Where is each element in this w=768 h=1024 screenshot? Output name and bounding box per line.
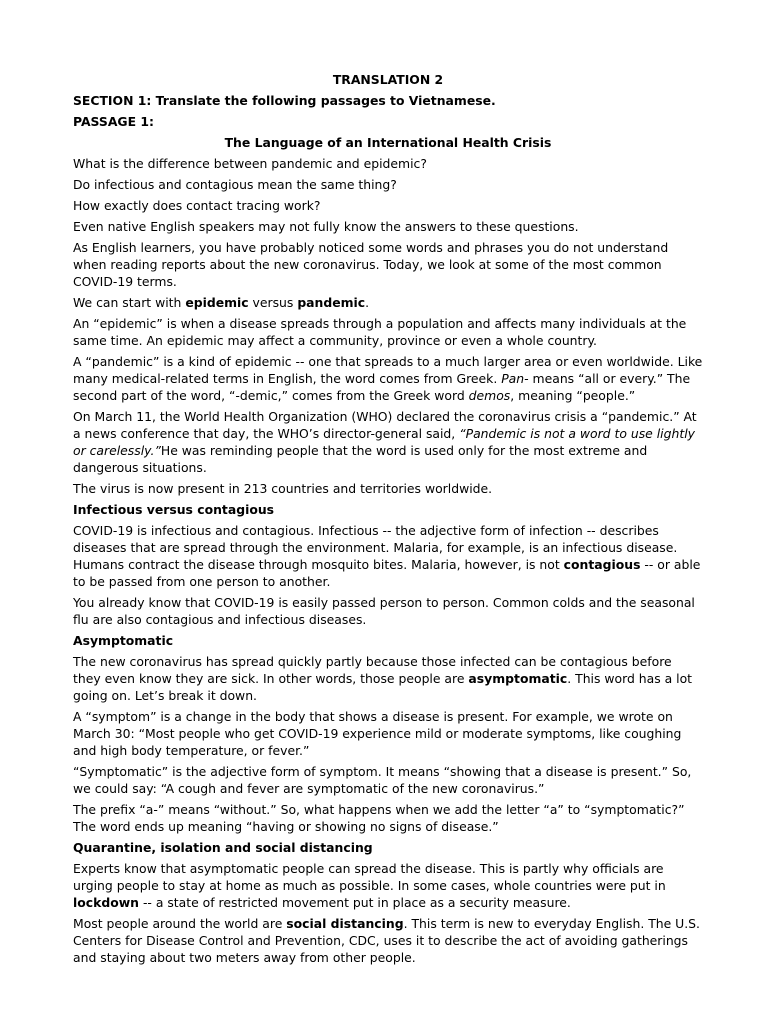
text-run: Experts know that asymptomatic people can spread the disease. This is partly why officials are urging people to stay at home as much as possible. In some cases, whole countries were put in bbox=[73, 861, 666, 893]
paragraph-pandemic bbox=[73, 353, 703, 404]
paragraph-know: You already know that COVID-19 is easily passed person to person. Common colds and the seasonal flu are also contagious and infectious diseases. bbox=[73, 595, 695, 627]
text-run: versus bbox=[248, 295, 298, 310]
paragraph-covid bbox=[73, 522, 703, 590]
paragraph-epidemic: An “epidemic” is when a disease spreads through a population and affects many individuals at the same time. An epidemic may affect a community, province or even a whole country. bbox=[73, 316, 687, 348]
text-run: He was reminding people that the word is used only for the most extreme and dangerous situations. bbox=[73, 443, 648, 475]
term-epidemic: epidemic bbox=[185, 295, 249, 310]
document-title: TRANSLATION 2 bbox=[332, 72, 444, 87]
heading-infectious: Infectious versus contagious bbox=[73, 502, 275, 517]
text-run: . This word has a lot going on. Let’s break it down. bbox=[73, 671, 693, 703]
text-run: The new coronavirus has spread quickly partly because those infected can be contagious before they even know they are sick. In other words, those people are bbox=[73, 654, 672, 686]
article-title: The Language of an International Health Crisis bbox=[224, 135, 552, 150]
text-run: We can start with bbox=[73, 295, 186, 310]
term-social-distancing: social distancing bbox=[286, 916, 404, 931]
text-run: On March 11, the World Health Organization (WHO) declared the coronavirus crisis a “pandemic.” At a news conference that day, the WHO’s director-general said, bbox=[73, 409, 697, 441]
text-run: -- a state of restricted movement put in place as a security measure. bbox=[139, 895, 571, 910]
passage-label: PASSAGE 1: bbox=[73, 114, 154, 129]
heading-quarantine: Quarantine, isolation and social distancing bbox=[73, 840, 373, 855]
text-run: -- or able to be passed from one person to another. bbox=[73, 557, 701, 589]
question-2: Do infectious and contagious mean the same thing? bbox=[73, 177, 397, 192]
paragraph-social bbox=[73, 915, 703, 966]
text-run: . bbox=[365, 295, 370, 310]
term-pan: Pan- bbox=[501, 371, 529, 386]
paragraph-who bbox=[73, 408, 703, 476]
paragraph-learners: As English learners, you have probably noticed some words and phrases you do not understand when reading reports about the new coronavirus. Today, we look at some of the most common COVID-19 terms. bbox=[73, 240, 669, 289]
heading-asymptomatic: Asymptomatic bbox=[73, 633, 174, 648]
text-run: COVID-19 is infectious and contagious. Infectious -- the adjective form of infection -- describes diseases that are spread through the environment. Malaria, for example, is an infectious disease. Humans contract the disease through mosquito bites. Malaria, however, is not bbox=[73, 523, 678, 572]
term-pandemic: pandemic bbox=[297, 295, 366, 310]
paragraph-start bbox=[73, 294, 703, 311]
paragraph-experts bbox=[73, 860, 703, 911]
text-run: . This term is new to everyday English. The U.S. Centers for Disease Control and Prevention, CDC, uses it to describe the act of avoiding gatherings and staying about two meters away from other people. bbox=[73, 916, 700, 965]
paragraph-symptom: A “symptom” is a change in the body that shows a disease is present. For example, we wrote on March 30: “Most people who get COVID-19 experience mild or moderate symptoms, like coughing and high body temperature, or fever.” bbox=[73, 709, 682, 758]
paragraph-asymptomatic bbox=[73, 653, 703, 704]
text-run: Most people around the world are bbox=[73, 916, 287, 931]
who-quote: “Pandemic is not a word to use lightly or carelessly.” bbox=[73, 426, 695, 458]
question-3: How exactly does contact tracing work? bbox=[73, 198, 321, 213]
section-heading: SECTION 1: Translate the following passages to Vietnamese. bbox=[73, 93, 496, 108]
term-demos: demos bbox=[468, 388, 511, 403]
paragraph-virus: The virus is now present in 213 countries and territories worldwide. bbox=[73, 481, 493, 496]
paragraph-symptomatic: “Symptomatic” is the adjective form of symptom. It means “showing that a disease is present.” So, we could say: “A cough and fever are symptomatic of the new coronavirus.” bbox=[73, 764, 692, 796]
term-lockdown: lockdown bbox=[73, 895, 139, 910]
text-run: A “pandemic” is a kind of epidemic -- one that spreads to a much larger area or even worldwide. Like many medical-related terms in English, the word comes from Greek. bbox=[73, 354, 703, 386]
paragraph-prefix: The prefix “a-” means “without.” So, what happens when we add the letter “a” to “symptomatic?” The word ends up meaning “having or showing no signs of disease.” bbox=[73, 802, 685, 834]
document-body bbox=[73, 71, 703, 970]
question-4: Even native English speakers may not fully know the answers to these questions. bbox=[73, 219, 579, 234]
term-contagious: contagious bbox=[563, 557, 641, 572]
text-run: means “all or every.” The second part of the word, “-demic,” comes from the Greek word bbox=[73, 371, 691, 403]
term-asymptomatic: asymptomatic bbox=[468, 671, 568, 686]
question-1: What is the difference between pandemic and epidemic? bbox=[73, 156, 427, 171]
text-run: , meaning “people.” bbox=[510, 388, 636, 403]
